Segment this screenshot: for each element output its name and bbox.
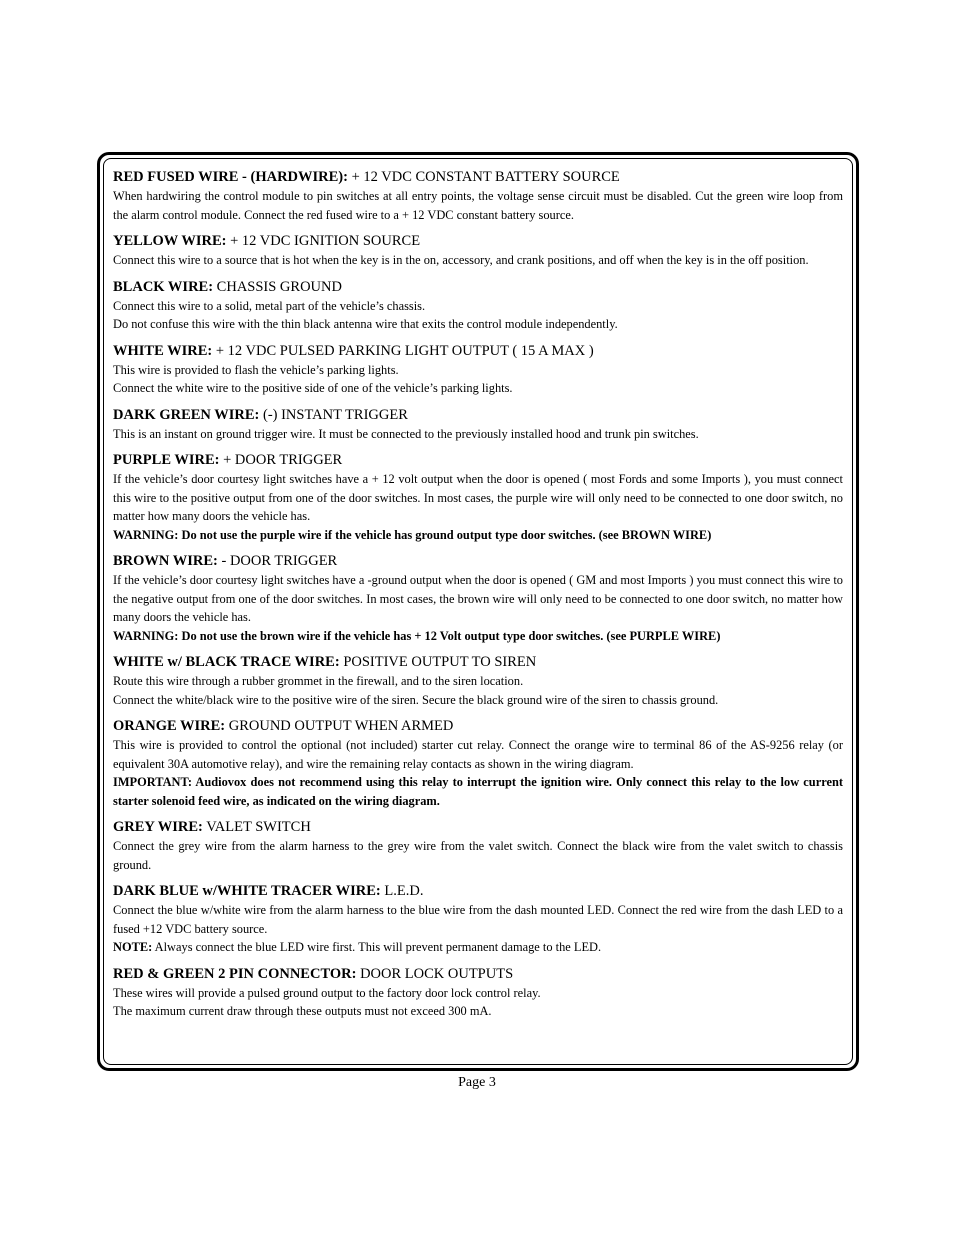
- wire-function: (-) INSTANT TRIGGER: [259, 406, 408, 423]
- section-text: If the vehicle’s door courtesy light switches have a + 12 volt output when the door is opened ( most Fords and some Imports ), you must connect this wire to the positive output from one of the door switches. In most cases, the purple wire will only need to be connected to one door switch, no matter how many doors the vehicle has.: [113, 472, 843, 523]
- section-heading: [113, 406, 843, 425]
- section-grey-wire: [113, 818, 843, 874]
- section-dark-blue-wire: [113, 882, 843, 957]
- note-label: NOTE:: [113, 940, 153, 954]
- section-heading: [113, 451, 843, 470]
- section-heading: [113, 168, 843, 187]
- section-heading: [113, 882, 843, 901]
- wire-function: + 12 VDC IGNITION SOURCE: [226, 233, 421, 249]
- section-brown-wire: [113, 552, 843, 645]
- wire-label: GREY WIRE:: [113, 819, 203, 835]
- section-red-green-connector: [113, 965, 843, 1021]
- section-black-wire: [113, 278, 843, 334]
- page-number: Page 3: [458, 1075, 496, 1090]
- wire-label: BLACK WIRE:: [113, 278, 214, 295]
- wire-function: GROUND OUTPUT WHEN ARMED: [225, 718, 454, 734]
- wire-label: YELLOW WIRE:: [113, 233, 227, 249]
- section-heading: [113, 232, 843, 251]
- section-heading: [113, 342, 843, 361]
- section-heading: [113, 653, 843, 672]
- section-text: These wires will provide a pulsed ground output to the factory door lock control relay.: [113, 985, 541, 1000]
- section-text: Connect the white wire to the positive side of one of the vehicle’s parking lights.: [113, 381, 513, 395]
- wire-label: WHITE WIRE:: [113, 342, 213, 359]
- wire-label: ORANGE WIRE:: [113, 718, 226, 734]
- important-text: IMPORTANT: Audiovox does not recommend using this relay to interrupt the ignition wire. Only connect this relay to the low current starter solenoid feed wire, as indicated on the wiring diagram.: [113, 775, 843, 808]
- section-heading: [113, 965, 843, 984]
- section-heading: [113, 717, 843, 736]
- wire-label: DARK GREEN WIRE:: [113, 406, 260, 423]
- wire-function: DOOR LOCK OUTPUTS: [356, 965, 514, 982]
- section-text: This is an instant on ground trigger wire. It must be connected to the previously installed hood and trunk pin switches.: [113, 426, 699, 441]
- section-heading: [113, 278, 843, 297]
- wire-label: WHITE w/ BLACK TRACE WIRE:: [113, 654, 340, 670]
- note-body: Always connect the blue LED wire first. This will prevent permanent damage to the LED.: [152, 940, 602, 954]
- section-text: This wire is provided to control the optional (not included) starter cut relay. Connect the orange wire to terminal 86 of the AS-9256 relay (or equivalent 30A automotive relay), and wire the remaining relay contacts as shown in the wiring diagram.: [113, 738, 843, 771]
- section-purple-wire: [113, 451, 843, 544]
- section-text: Connect the grey wire from the alarm harness to the grey wire from the valet switch. Connect the black wire from the valet switch to chassis ground.: [113, 839, 843, 872]
- wire-function: - DOOR TRIGGER: [217, 553, 338, 569]
- section-white-wire: [113, 342, 843, 398]
- section-text: The maximum current draw through these outputs must not exceed 300 mA.: [113, 1004, 492, 1018]
- section-text: Connect the white/black wire to the positive wire of the siren. Secure the black ground wire of the siren to chassis ground.: [113, 692, 719, 707]
- section-red-fused-wire: [113, 168, 843, 224]
- section-text: If the vehicle’s door courtesy light switches have a -ground output when the door is opened ( GM and most Imports ) you must connect this wire to the negative output from one of the door switches. In most cases, the brown wire will only need to be connected to one door switch, no matter how many doors the vehicle has.: [113, 573, 843, 624]
- wire-label: BROWN WIRE:: [113, 553, 218, 569]
- wire-label: DARK BLUE w/WHITE TRACER WIRE:: [113, 883, 381, 899]
- section-heading: [113, 818, 843, 837]
- warning-text: WARNING: Do not use the purple wire if the vehicle has ground output type door switches. (see BROWN WIRE): [113, 527, 712, 542]
- section-text: When hardwiring the control module to pin switches at all entry points, the voltage sense circuit must be disabled. Cut the green wire loop from the alarm control module. Connect the red fused wire to a + 12 VDC constant battery source.: [113, 189, 843, 222]
- wire-function: + 12 VDC PULSED PARKING LIGHT OUTPUT ( 15 A MAX ): [212, 342, 594, 359]
- section-white-black-trace-wire: [113, 653, 843, 709]
- section-text: Connect the blue w/white wire from the alarm harness to the blue wire from the dash mounted LED. Connect the red wire from the dash LED to a fused +12 VDC battery source.: [113, 903, 843, 936]
- section-text: Connect this wire to a source that is hot when the key is in the on, accessory, and crank positions, and off when the key is in the off position.: [113, 253, 809, 267]
- note-text: [113, 938, 843, 957]
- section-text: Do not confuse this wire with the thin black antenna wire that exits the control module independently.: [113, 317, 618, 331]
- section-heading: [113, 552, 843, 571]
- wire-label: RED & GREEN 2 PIN CONNECTOR:: [113, 965, 357, 982]
- warning-text: WARNING: Do not use the brown wire if the vehicle has + 12 Volt output type door switches. (see PURPLE WIRE): [113, 628, 721, 643]
- section-text: Connect this wire to a solid, metal part of the vehicle’s chassis.: [113, 298, 426, 313]
- section-dark-green-wire: [113, 406, 843, 444]
- wire-function: POSITIVE OUTPUT TO SIREN: [339, 654, 537, 670]
- wire-instructions: [113, 168, 843, 1029]
- wire-function: VALET SWITCH: [202, 819, 311, 835]
- wire-function: + DOOR TRIGGER: [219, 452, 343, 468]
- section-orange-wire: [113, 717, 843, 810]
- wire-label: RED FUSED WIRE - (HARDWIRE):: [113, 169, 348, 185]
- section-text: Route this wire through a rubber grommet in the firewall, and to the siren location.: [113, 674, 524, 688]
- wire-label: PURPLE WIRE:: [113, 452, 220, 468]
- section-yellow-wire: [113, 232, 843, 270]
- wire-function: + 12 VDC CONSTANT BATTERY SOURCE: [347, 169, 620, 185]
- wire-function: L.E.D.: [380, 883, 424, 899]
- wire-function: CHASSIS GROUND: [213, 278, 342, 295]
- section-text: This wire is provided to flash the vehicle’s parking lights.: [113, 362, 399, 377]
